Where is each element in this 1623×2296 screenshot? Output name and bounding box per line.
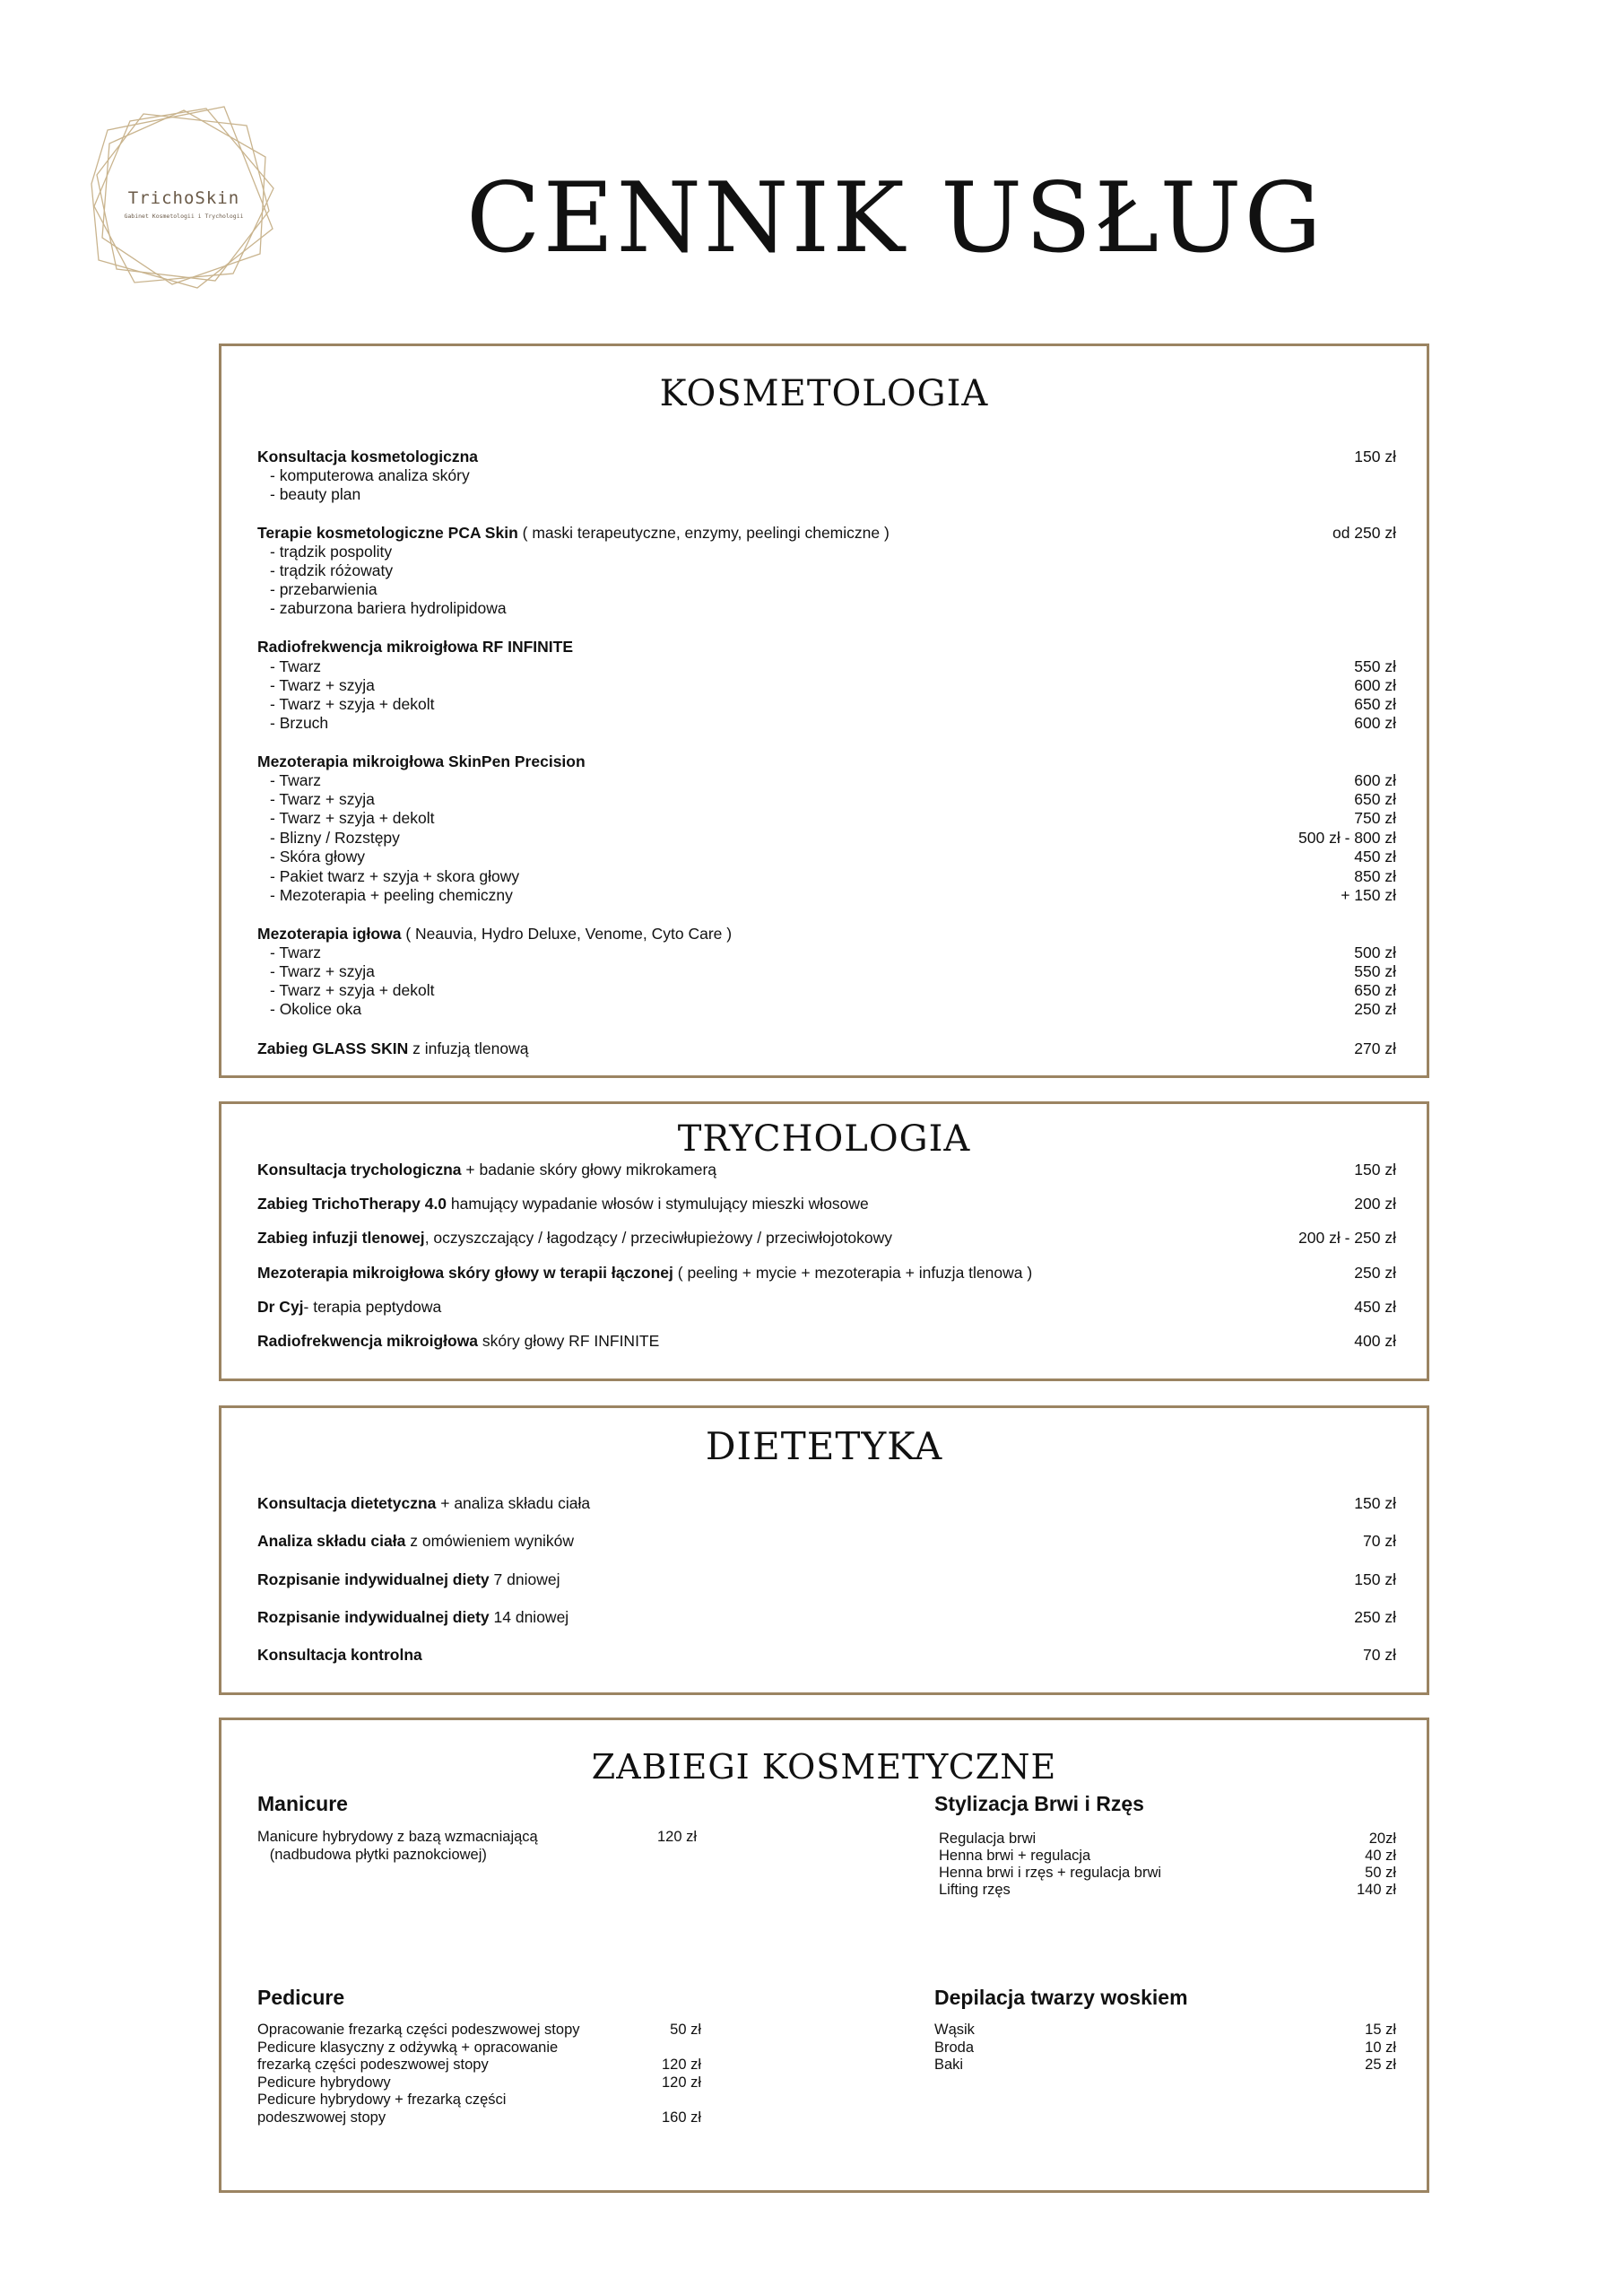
price-row bbox=[257, 1531, 1396, 1551]
service-label: Lifting rzęs bbox=[939, 1882, 1011, 1898]
price-row bbox=[257, 561, 1396, 580]
price: 15 zł bbox=[1365, 2022, 1396, 2038]
section-zabiegi-kosmetyczne bbox=[219, 1718, 1429, 2193]
sub-item: - Okolice oka bbox=[270, 1000, 362, 1018]
sub-item: - zaburzona bariera hydrolipidowa bbox=[270, 599, 507, 617]
service-label bbox=[257, 1228, 892, 1248]
page-title: CENNIK USŁUG bbox=[466, 162, 1324, 274]
service-detail: z omówieniem wyników bbox=[405, 1532, 575, 1550]
sub-item: - beauty plan bbox=[270, 485, 361, 503]
price: 160 zł bbox=[661, 2109, 701, 2126]
service-label bbox=[257, 1263, 1032, 1283]
price-row bbox=[257, 637, 1396, 657]
service-name: Mezoterapia igłowa bbox=[257, 925, 402, 943]
price: 650 zł bbox=[1354, 790, 1396, 808]
service-label bbox=[257, 980, 435, 1000]
service-label bbox=[257, 789, 375, 809]
price: 400 zł bbox=[1354, 1332, 1396, 1350]
service-detail: hamujący wypadanie włosów i stymulujący mieszki włosowe bbox=[447, 1195, 869, 1213]
service-detail: 14 dniowej bbox=[489, 1608, 569, 1626]
service-label bbox=[257, 579, 378, 599]
price-row bbox=[939, 1881, 1396, 1899]
service-label bbox=[257, 465, 470, 485]
price-row bbox=[257, 484, 1396, 504]
price-row bbox=[257, 1263, 1396, 1283]
price-row bbox=[257, 2091, 701, 2109]
price-row bbox=[257, 523, 1396, 543]
service-name: Mezoterapia mikroigłowa skóry głowy w terapii łączonej bbox=[257, 1264, 673, 1282]
service-label bbox=[257, 637, 573, 657]
depilacja-heading: Depilacja twarzy woskiem bbox=[934, 1986, 1188, 2009]
service-label: Pedicure klasyczny z odżywką + opracowanie bbox=[257, 2039, 559, 2056]
price-row bbox=[257, 579, 1396, 599]
price: 10 zł bbox=[1365, 2039, 1396, 2056]
service-label: Regulacja brwi bbox=[939, 1831, 1037, 1847]
price: 250 zł bbox=[1354, 1000, 1396, 1018]
sub-item: - Brzuch bbox=[270, 714, 329, 732]
price-row bbox=[257, 1607, 1396, 1627]
service-label: Pedicure hybrydowy bbox=[257, 2074, 391, 2091]
pedicure-heading: Pedicure bbox=[257, 1986, 345, 2009]
price: 500 zł - 800 zł bbox=[1298, 829, 1396, 847]
price-row bbox=[257, 961, 1396, 981]
price-row bbox=[257, 943, 1396, 962]
section-title: TRYCHOLOGIA bbox=[677, 1118, 971, 1160]
price: od 250 zł bbox=[1332, 524, 1396, 542]
sub-item: - Twarz + szyja + dekolt bbox=[270, 695, 435, 713]
price: 450 zł bbox=[1354, 1298, 1396, 1316]
price-row bbox=[257, 675, 1396, 695]
service-label bbox=[257, 1607, 568, 1627]
price-row bbox=[257, 1228, 1396, 1248]
sub-item: - komputerowa analiza skóry bbox=[270, 466, 470, 484]
sub-item: - trądzik pospolity bbox=[270, 543, 393, 561]
price: 40 zł bbox=[1365, 1848, 1396, 1864]
price: + 150 zł bbox=[1341, 886, 1396, 904]
service-label bbox=[257, 484, 360, 504]
price-row bbox=[934, 2021, 1396, 2039]
service-name: Zabieg GLASS SKIN bbox=[257, 1039, 409, 1057]
service-label bbox=[257, 1645, 422, 1665]
service-name: Rozpisanie indywidualnej diety bbox=[257, 1570, 490, 1588]
price-row bbox=[257, 447, 1396, 466]
price-row bbox=[257, 1846, 697, 1864]
price: 70 zł bbox=[1363, 1646, 1396, 1664]
price-row bbox=[257, 866, 1396, 886]
service-detail: ( maski terapeutyczne, enzymy, peelingi chemiczne ) bbox=[517, 524, 890, 542]
price: 120 zł bbox=[661, 2057, 701, 2073]
service-label bbox=[257, 447, 478, 466]
price-row bbox=[257, 465, 1396, 485]
price-row bbox=[257, 1160, 1396, 1179]
price-row bbox=[257, 1493, 1396, 1513]
price: 150 zł bbox=[1354, 448, 1396, 465]
service-name: Zabieg TrichoTherapy 4.0 bbox=[257, 1195, 447, 1213]
service-name: Radiofrekwencja mikroigłowa bbox=[257, 1332, 479, 1350]
service-label bbox=[257, 1331, 659, 1351]
price: 600 zł bbox=[1354, 676, 1396, 694]
price-row bbox=[257, 694, 1396, 714]
service-label bbox=[257, 1531, 574, 1551]
service-detail: z infuzją tlenową bbox=[408, 1039, 529, 1057]
section-trychologia bbox=[219, 1101, 1429, 1381]
price: 500 zł bbox=[1354, 944, 1396, 961]
service-label bbox=[257, 523, 890, 543]
service-name: Radiofrekwencja mikroigłowa RF INFINITE bbox=[257, 638, 574, 656]
price-row bbox=[934, 2039, 1396, 2057]
price: 650 zł bbox=[1354, 981, 1396, 999]
service-label bbox=[257, 542, 392, 561]
logo bbox=[90, 103, 278, 291]
price: 200 zł bbox=[1354, 1195, 1396, 1213]
service-detail: ( Neauvia, Hydro Deluxe, Venome, Cyto Care ) bbox=[401, 925, 733, 943]
service-label bbox=[257, 1297, 441, 1317]
price: 550 zł bbox=[1354, 962, 1396, 980]
service-name: Konsultacja kosmetologiczna bbox=[257, 448, 479, 465]
service-label bbox=[257, 885, 513, 905]
price-row bbox=[257, 1570, 1396, 1589]
service-label bbox=[257, 694, 435, 714]
price-row bbox=[257, 980, 1396, 1000]
price: 150 zł bbox=[1354, 1570, 1396, 1588]
price-row bbox=[257, 789, 1396, 809]
service-detail: - terapia peptydowa bbox=[303, 1298, 442, 1316]
service-label: frezarką części podeszwowej stopy bbox=[257, 2057, 489, 2073]
price-row bbox=[257, 1645, 1396, 1665]
sub-item: - Twarz + szyja + dekolt bbox=[270, 981, 435, 999]
logo-subtitle: Gabinet Kosmetologii i Trychologii bbox=[124, 213, 244, 220]
price-row bbox=[257, 657, 1396, 676]
price: 450 zł bbox=[1354, 848, 1396, 865]
sub-item: - trądzik różowaty bbox=[270, 561, 394, 579]
sub-item: - Pakiet twarz + szyja + skora głowy bbox=[270, 867, 520, 885]
logo-name: TrichoSkin bbox=[127, 188, 240, 208]
price-row bbox=[257, 1039, 1396, 1058]
price: 600 zł bbox=[1354, 714, 1396, 732]
service-label bbox=[257, 866, 519, 886]
service-label: Opracowanie frezarką części podeszwowej stopy bbox=[257, 2022, 580, 2038]
price: 250 zł bbox=[1354, 1264, 1396, 1282]
service-label bbox=[257, 770, 321, 790]
price: 150 zł bbox=[1354, 1494, 1396, 1512]
price-row bbox=[257, 999, 1396, 1019]
price-row bbox=[257, 1297, 1396, 1317]
price-row bbox=[257, 2074, 701, 2092]
sub-item: - Twarz bbox=[270, 657, 322, 675]
price: 600 zł bbox=[1354, 771, 1396, 789]
price-row bbox=[257, 847, 1396, 866]
service-label bbox=[257, 1160, 716, 1179]
price-row bbox=[257, 1194, 1396, 1213]
service-label bbox=[257, 1194, 869, 1213]
price: 140 zł bbox=[1356, 1882, 1396, 1898]
service-detail: skóry głowy RF INFINITE bbox=[478, 1332, 660, 1350]
service-label: Henna brwi i rzęs + regulacja brwi bbox=[939, 1865, 1162, 1881]
price: 650 zł bbox=[1354, 695, 1396, 713]
price-row bbox=[257, 808, 1396, 828]
sub-item: - Blizny / Rozstępy bbox=[270, 829, 400, 847]
sub-item: - Twarz + szyja bbox=[270, 962, 375, 980]
price-row bbox=[257, 752, 1396, 771]
service-label bbox=[257, 713, 328, 733]
price-row bbox=[257, 542, 1396, 561]
service-label bbox=[257, 1493, 590, 1513]
service-label: Pedicure hybrydowy + frezarką części bbox=[257, 2092, 507, 2108]
price-row bbox=[257, 1331, 1396, 1351]
section-title: DIETETYKA bbox=[705, 1424, 943, 1468]
price: 50 zł bbox=[1365, 1865, 1396, 1881]
section-title: KOSMETOLOGIA bbox=[659, 373, 989, 414]
price-row bbox=[257, 770, 1396, 790]
brwi-heading: Stylizacja Brwi i Rzęs bbox=[934, 1792, 1144, 1815]
price-row bbox=[257, 2021, 701, 2039]
service-label bbox=[257, 847, 365, 866]
price: 200 zł - 250 zł bbox=[1298, 1229, 1396, 1247]
price: 120 zł bbox=[656, 1829, 697, 1845]
service-detail: ( peeling + mycie + mezoterapia + infuzja tlenowa ) bbox=[673, 1264, 1033, 1282]
service-detail: , oczyszczający / łagodzący / przeciwłupieżowy / przeciwłojotokowy bbox=[424, 1229, 892, 1247]
service-name: Mezoterapia mikroigłowa SkinPen Precision bbox=[257, 752, 586, 770]
price: 25 zł bbox=[1365, 2057, 1396, 2073]
service-label bbox=[257, 828, 400, 848]
price-row bbox=[939, 1864, 1396, 1882]
service-label bbox=[257, 808, 435, 828]
service-detail: 7 dniowej bbox=[489, 1570, 560, 1588]
price: 550 zł bbox=[1354, 657, 1396, 675]
service-name: Konsultacja dietetyczna bbox=[257, 1494, 437, 1512]
price-row bbox=[934, 2056, 1396, 2074]
price-row bbox=[257, 2056, 701, 2074]
sub-item: - Twarz bbox=[270, 944, 322, 961]
price-row bbox=[939, 1847, 1396, 1865]
service-label bbox=[257, 561, 393, 580]
price-row bbox=[257, 2039, 701, 2057]
service-detail: + badanie skóry głowy mikrokamerą bbox=[461, 1161, 717, 1178]
service-label: Wąsik bbox=[934, 2022, 975, 2038]
service-name: Dr Cyj bbox=[257, 1298, 304, 1316]
sub-item: - przebarwienia bbox=[270, 580, 378, 598]
price-row bbox=[939, 1830, 1396, 1848]
service-name: Konsultacja trychologiczna bbox=[257, 1161, 462, 1178]
section-title: ZABIEGI KOSMETYCZNE bbox=[591, 1747, 1057, 1787]
service-label bbox=[257, 675, 375, 695]
price: 20zł bbox=[1368, 1831, 1396, 1847]
service-name: Terapie kosmetologiczne PCA Skin bbox=[257, 524, 518, 542]
price-row bbox=[257, 924, 1396, 944]
service-name: Zabieg infuzji tlenowej bbox=[257, 1229, 425, 1247]
price: 750 zł bbox=[1354, 809, 1396, 827]
service-label bbox=[257, 657, 321, 676]
price-row bbox=[257, 598, 1396, 618]
sub-item: - Mezoterapia + peeling chemiczny bbox=[270, 886, 513, 904]
service-label: Manicure hybrydowy z bazą wzmacniającą bbox=[257, 1829, 538, 1845]
sub-item: - Twarz + szyja bbox=[270, 676, 375, 694]
service-label: podeszwowej stopy bbox=[257, 2109, 386, 2126]
price: 120 zł bbox=[661, 2074, 701, 2091]
service-label bbox=[257, 752, 586, 771]
price: 70 zł bbox=[1363, 1532, 1396, 1550]
price: 50 zł bbox=[670, 2022, 701, 2038]
sub-item: - Twarz + szyja + dekolt bbox=[270, 809, 435, 827]
service-label bbox=[257, 598, 507, 618]
price: 270 zł bbox=[1354, 1039, 1396, 1057]
service-detail: + analiza składu ciała bbox=[436, 1494, 591, 1512]
service-label: Henna brwi + regulacja bbox=[939, 1848, 1091, 1864]
sub-item: - Twarz + szyja bbox=[270, 790, 375, 808]
sub-item: - Skóra głowy bbox=[270, 848, 366, 865]
manicure-heading: Manicure bbox=[257, 1792, 348, 1815]
price: 150 zł bbox=[1354, 1161, 1396, 1178]
service-label bbox=[257, 924, 732, 944]
section-kosmetologia bbox=[219, 344, 1429, 1078]
service-label bbox=[257, 943, 321, 962]
service-label: (nadbudowa płytki paznokciowej) bbox=[257, 1847, 487, 1863]
service-label bbox=[257, 999, 361, 1019]
price-row bbox=[257, 828, 1396, 848]
price-row bbox=[257, 1828, 697, 1846]
service-label: Baki bbox=[934, 2057, 964, 2073]
price: 850 zł bbox=[1354, 867, 1396, 885]
sub-item: - Twarz bbox=[270, 771, 322, 789]
service-label bbox=[257, 961, 375, 981]
service-name: Rozpisanie indywidualnej diety bbox=[257, 1608, 490, 1626]
section-dietetyka bbox=[219, 1405, 1429, 1695]
price-row bbox=[257, 885, 1396, 905]
price-row bbox=[257, 713, 1396, 733]
price-row bbox=[257, 2109, 701, 2126]
service-label bbox=[257, 1570, 560, 1589]
service-label bbox=[257, 1039, 528, 1058]
service-name: Analiza składu ciała bbox=[257, 1532, 406, 1550]
service-name: Konsultacja kontrolna bbox=[257, 1646, 422, 1664]
price: 250 zł bbox=[1354, 1608, 1396, 1626]
service-label: Broda bbox=[934, 2039, 975, 2056]
